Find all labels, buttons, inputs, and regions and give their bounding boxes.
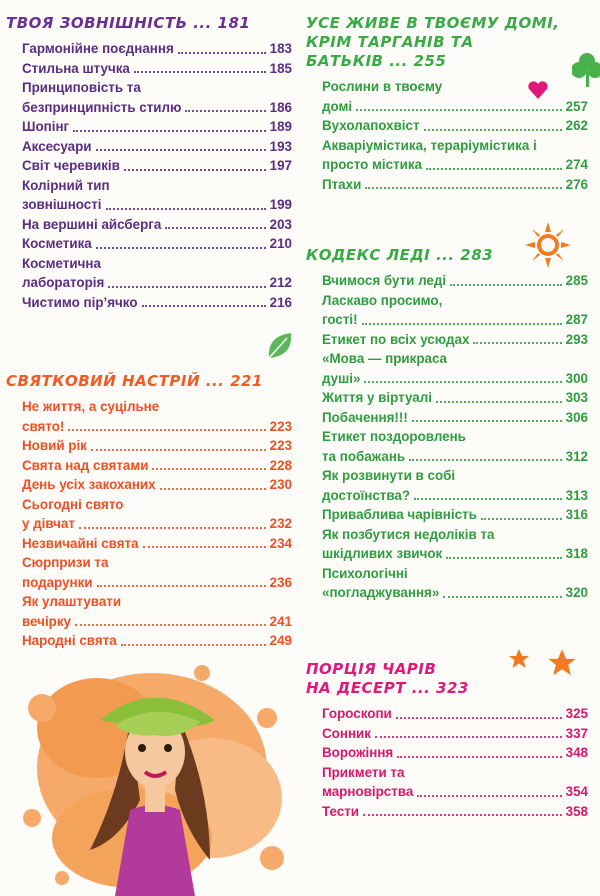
dot-leader	[396, 717, 562, 719]
dot-leader	[96, 247, 266, 249]
entry-title: лабораторія	[22, 275, 105, 290]
entry-line	[322, 486, 588, 506]
entry-title: Гороскопи	[322, 706, 392, 721]
entry-title-line1: Як позбутися недоліків та	[322, 526, 495, 542]
toc-entry[interactable]	[6, 553, 292, 592]
dot-leader	[185, 110, 265, 112]
entry-title: свято!	[22, 418, 65, 434]
page-number: 185	[269, 60, 292, 76]
entry-title: Свята над святами	[22, 457, 149, 473]
dot-leader	[143, 546, 266, 548]
page-number: 354	[565, 784, 588, 799]
entry-title: Шопінг	[22, 119, 70, 134]
page-number: 274	[565, 157, 588, 172]
entry-title: душі»	[322, 370, 361, 386]
toc-list	[306, 271, 588, 603]
page-number: 249	[269, 633, 292, 648]
page-number: 236	[269, 574, 292, 590]
page-number: 230	[269, 477, 292, 492]
toc-entry[interactable]	[306, 291, 588, 330]
entry-line	[322, 310, 588, 330]
entry-title: День усіх закоханих	[22, 477, 156, 492]
entry-title: домі	[322, 98, 353, 114]
entry-title-line1: Колірний тип	[22, 177, 110, 193]
entry-title: Новий рік	[22, 438, 87, 453]
page-number: 228	[269, 457, 292, 473]
dot-leader	[178, 52, 266, 54]
entry-title: Сонник	[322, 725, 371, 741]
section-magic	[306, 660, 588, 821]
dot-leader	[436, 401, 562, 403]
entry-title: марновірства	[322, 784, 414, 799]
page-number: 316	[565, 507, 588, 522]
page-number: 223	[269, 418, 292, 434]
dot-leader	[356, 109, 562, 111]
entry-title: Птахи	[322, 176, 362, 192]
dot-leader	[424, 129, 562, 131]
toc-entry[interactable]	[6, 293, 292, 313]
entry-line	[322, 544, 588, 564]
page-number: 287	[565, 312, 588, 327]
toc-entry[interactable]	[6, 631, 292, 651]
toc-entry[interactable]	[6, 176, 292, 215]
entry-title: Вчимося бути леді	[322, 273, 447, 288]
entry-title: Ворожіння	[322, 745, 394, 760]
entry-title: просто містика	[322, 157, 423, 172]
entry-title-line1: Етикет поздоровлень	[322, 429, 466, 444]
dot-leader	[152, 468, 265, 470]
entry-title-line1: Як улаштувати	[22, 594, 122, 609]
page-number: 320	[565, 585, 588, 600]
entry-title: гості!	[322, 312, 358, 327]
dot-leader	[450, 284, 562, 286]
entry-title-line1: Як розвинути в собі	[322, 468, 456, 483]
entry-line	[22, 195, 292, 215]
entry-title: Тести	[322, 803, 360, 819]
entry-title: Стильна штучка	[22, 60, 130, 76]
entry-title: Життя у віртуалі	[322, 390, 432, 405]
page-number: 216	[269, 294, 292, 310]
entry-line	[22, 612, 292, 632]
dot-leader	[473, 342, 561, 344]
dot-leader	[363, 814, 562, 816]
entry-title: Незвичайні свята	[22, 535, 139, 551]
toc-entry[interactable]	[306, 743, 588, 763]
page-number: 193	[269, 138, 292, 154]
entry-title: достоїнства?	[322, 487, 411, 503]
toc-entry[interactable]	[6, 495, 292, 534]
toc-entry[interactable]	[6, 39, 292, 59]
page-number: 325	[565, 706, 588, 721]
page-number: 285	[565, 273, 588, 288]
toc-entry[interactable]	[6, 475, 292, 495]
entry-title: «погладжування»	[322, 585, 440, 600]
toc-entry[interactable]	[6, 254, 292, 293]
page-number: 257	[565, 98, 588, 114]
dot-leader	[443, 596, 561, 598]
dot-leader	[73, 130, 266, 132]
page-number: 197	[269, 158, 292, 173]
entry-title-line1: Сюрпризи та	[22, 555, 109, 570]
section-title: ТВОЯ ЗОВНІШНІСТЬ ... 181	[6, 14, 251, 32]
section-title: УСЕ ЖИВЕ В ТВОЄМУ ДОМІ, КРІМ ТАРГАНІВ ТА БАТЬКІВ ... 255	[306, 14, 560, 70]
entry-line	[22, 573, 292, 593]
page-number: 223	[269, 438, 292, 453]
dot-leader	[96, 149, 266, 151]
entry-title-line1: Не життя, а суцільне	[22, 399, 160, 414]
section-title: КОДЕКС ЛЕДІ ... 283	[306, 246, 494, 264]
dot-leader	[375, 736, 562, 738]
entry-title: безпринципність стилю	[22, 99, 182, 115]
toc-entry[interactable]	[306, 564, 588, 603]
toc-entry[interactable]	[306, 525, 588, 564]
page-number: 262	[565, 118, 588, 133]
dot-leader	[409, 459, 562, 461]
page-number: 189	[269, 119, 292, 134]
toc-entry[interactable]	[306, 271, 588, 291]
dot-leader	[106, 208, 266, 210]
toc-entry[interactable]	[306, 724, 588, 744]
entry-line	[322, 447, 588, 467]
toc-entry[interactable]	[6, 117, 292, 137]
page-number: 303	[565, 390, 588, 405]
toc-entry[interactable]	[306, 802, 588, 822]
dot-leader	[75, 624, 266, 626]
page-number: 212	[269, 275, 292, 290]
page-number: 313	[565, 487, 588, 503]
page-number: 232	[269, 516, 292, 531]
entry-title: у дівчат	[22, 516, 75, 531]
page-number: 234	[269, 535, 292, 551]
dot-leader	[108, 286, 265, 288]
page-number: 300	[565, 370, 588, 386]
dot-leader	[397, 756, 561, 758]
entry-title: Світ черевиків	[22, 158, 120, 173]
page-number: 210	[269, 236, 292, 251]
dot-leader	[160, 488, 266, 490]
entry-title-line1: Ласкаво просимо,	[322, 292, 443, 308]
toc-entry[interactable]	[306, 388, 588, 408]
toc-entry[interactable]	[306, 175, 588, 195]
page-number: 203	[269, 216, 292, 232]
entry-line	[322, 369, 588, 389]
toc-entry[interactable]	[6, 456, 292, 476]
entry-title: Вухолапохвіст	[322, 118, 420, 133]
entry-title: На вершині айсберга	[22, 216, 162, 232]
page-number: 241	[269, 613, 292, 629]
dot-leader	[481, 518, 562, 520]
toc-entry[interactable]	[6, 234, 292, 254]
leaf-icon	[265, 330, 295, 362]
toc-entry[interactable]	[306, 77, 588, 116]
dot-leader	[68, 429, 265, 431]
section-home	[306, 14, 588, 194]
dot-leader	[364, 381, 561, 383]
entry-title-line1: Рослини в твоєму	[322, 79, 443, 94]
page-number: 348	[565, 745, 588, 760]
dot-leader	[97, 585, 266, 587]
dot-leader	[142, 305, 266, 307]
entry-title: Приваблива чарівність	[322, 507, 477, 522]
page-number: 318	[565, 546, 588, 561]
page-number: 199	[269, 197, 292, 212]
dot-leader	[417, 795, 561, 797]
toc-entry[interactable]	[6, 156, 292, 176]
entry-title-line1: Акваріумістика, тераріумістика і	[322, 137, 537, 153]
entry-title: Аксесуари	[22, 138, 92, 154]
toc-entry[interactable]	[6, 59, 292, 79]
entry-line	[22, 514, 292, 534]
page-number: 312	[565, 448, 588, 464]
toc-entry[interactable]	[6, 78, 292, 117]
entry-title-line1: Косметична	[22, 255, 101, 271]
entry-line	[22, 273, 292, 293]
page-number: 306	[565, 409, 588, 425]
dot-leader	[121, 644, 266, 646]
entry-title-line1: Сьогодні свято	[22, 496, 124, 512]
page-number: 337	[565, 725, 588, 741]
dot-leader	[165, 227, 265, 229]
toc-entry[interactable]	[306, 408, 588, 428]
dot-leader	[446, 557, 561, 559]
section-holidays	[6, 372, 292, 651]
toc-entry[interactable]	[306, 116, 588, 136]
girl-illustration	[60, 680, 250, 896]
entry-line	[22, 98, 292, 118]
page-number: 186	[269, 99, 292, 115]
section-title: СВЯТКОВИЙ НАСТРІЙ ... 221	[6, 372, 263, 390]
dot-leader	[426, 168, 562, 170]
toc-entry[interactable]	[306, 330, 588, 350]
entry-title: Побачення!!!	[322, 409, 408, 425]
toc-list	[306, 77, 588, 194]
dot-leader	[365, 187, 561, 189]
toc-entry[interactable]	[6, 436, 292, 456]
dot-leader	[414, 498, 562, 500]
dot-leader	[79, 527, 266, 529]
entry-title: Народні свята	[22, 633, 117, 648]
dot-leader	[362, 323, 562, 325]
toc-list	[6, 397, 292, 651]
toc-entry[interactable]	[306, 763, 588, 802]
section-lady-code	[306, 246, 588, 603]
entry-title-line1: Принциповість та	[22, 80, 141, 95]
section-title: ПОРЦІЯ ЧАРІВ НА ДЕСЕРТ ... 323	[306, 660, 469, 697]
page-number: 358	[565, 803, 588, 819]
toc-entry[interactable]	[306, 466, 588, 505]
page-number: 276	[565, 176, 588, 192]
entry-title: Чистимо пір’ячко	[22, 294, 138, 310]
dot-leader	[134, 71, 266, 73]
toc-entry[interactable]	[6, 137, 292, 157]
toc-entry[interactable]	[306, 505, 588, 525]
entry-title: Етикет по всіх усюдах	[322, 331, 470, 347]
entry-title: та побажань	[322, 448, 406, 464]
toc-entry[interactable]	[306, 704, 588, 724]
toc-entry[interactable]	[306, 349, 588, 388]
entry-title: зовнішності	[22, 197, 102, 212]
entry-title-line1: Прикмети та	[322, 764, 405, 780]
toc-entry[interactable]	[6, 215, 292, 235]
dot-leader	[124, 169, 266, 171]
page-number: 183	[269, 41, 292, 56]
entry-title: Гармонійне поєднання	[22, 41, 174, 56]
dot-leader	[412, 420, 562, 422]
entry-title-line1: «Мова — прикраса	[322, 351, 448, 366]
entry-title: Косметика	[22, 236, 92, 251]
entry-title: шкідливих звичок	[322, 546, 443, 561]
toc-entry[interactable]	[306, 427, 588, 466]
toc-list	[306, 704, 588, 821]
toc-list	[6, 39, 292, 312]
entry-title: подарунки	[22, 574, 93, 590]
section-appearance	[6, 14, 292, 312]
entry-title: вечірку	[22, 613, 71, 629]
page-number: 293	[565, 331, 588, 347]
entry-line	[322, 155, 588, 175]
entry-line	[322, 97, 588, 117]
entry-line	[22, 417, 292, 437]
entry-line	[322, 583, 588, 603]
dot-leader	[91, 449, 266, 451]
toc-entry[interactable]	[6, 397, 292, 436]
toc-entry[interactable]	[6, 534, 292, 554]
toc-entry[interactable]	[306, 136, 588, 175]
entry-line	[322, 782, 588, 802]
toc-entry[interactable]	[6, 592, 292, 631]
entry-title-line1: Психологічні	[322, 565, 408, 581]
